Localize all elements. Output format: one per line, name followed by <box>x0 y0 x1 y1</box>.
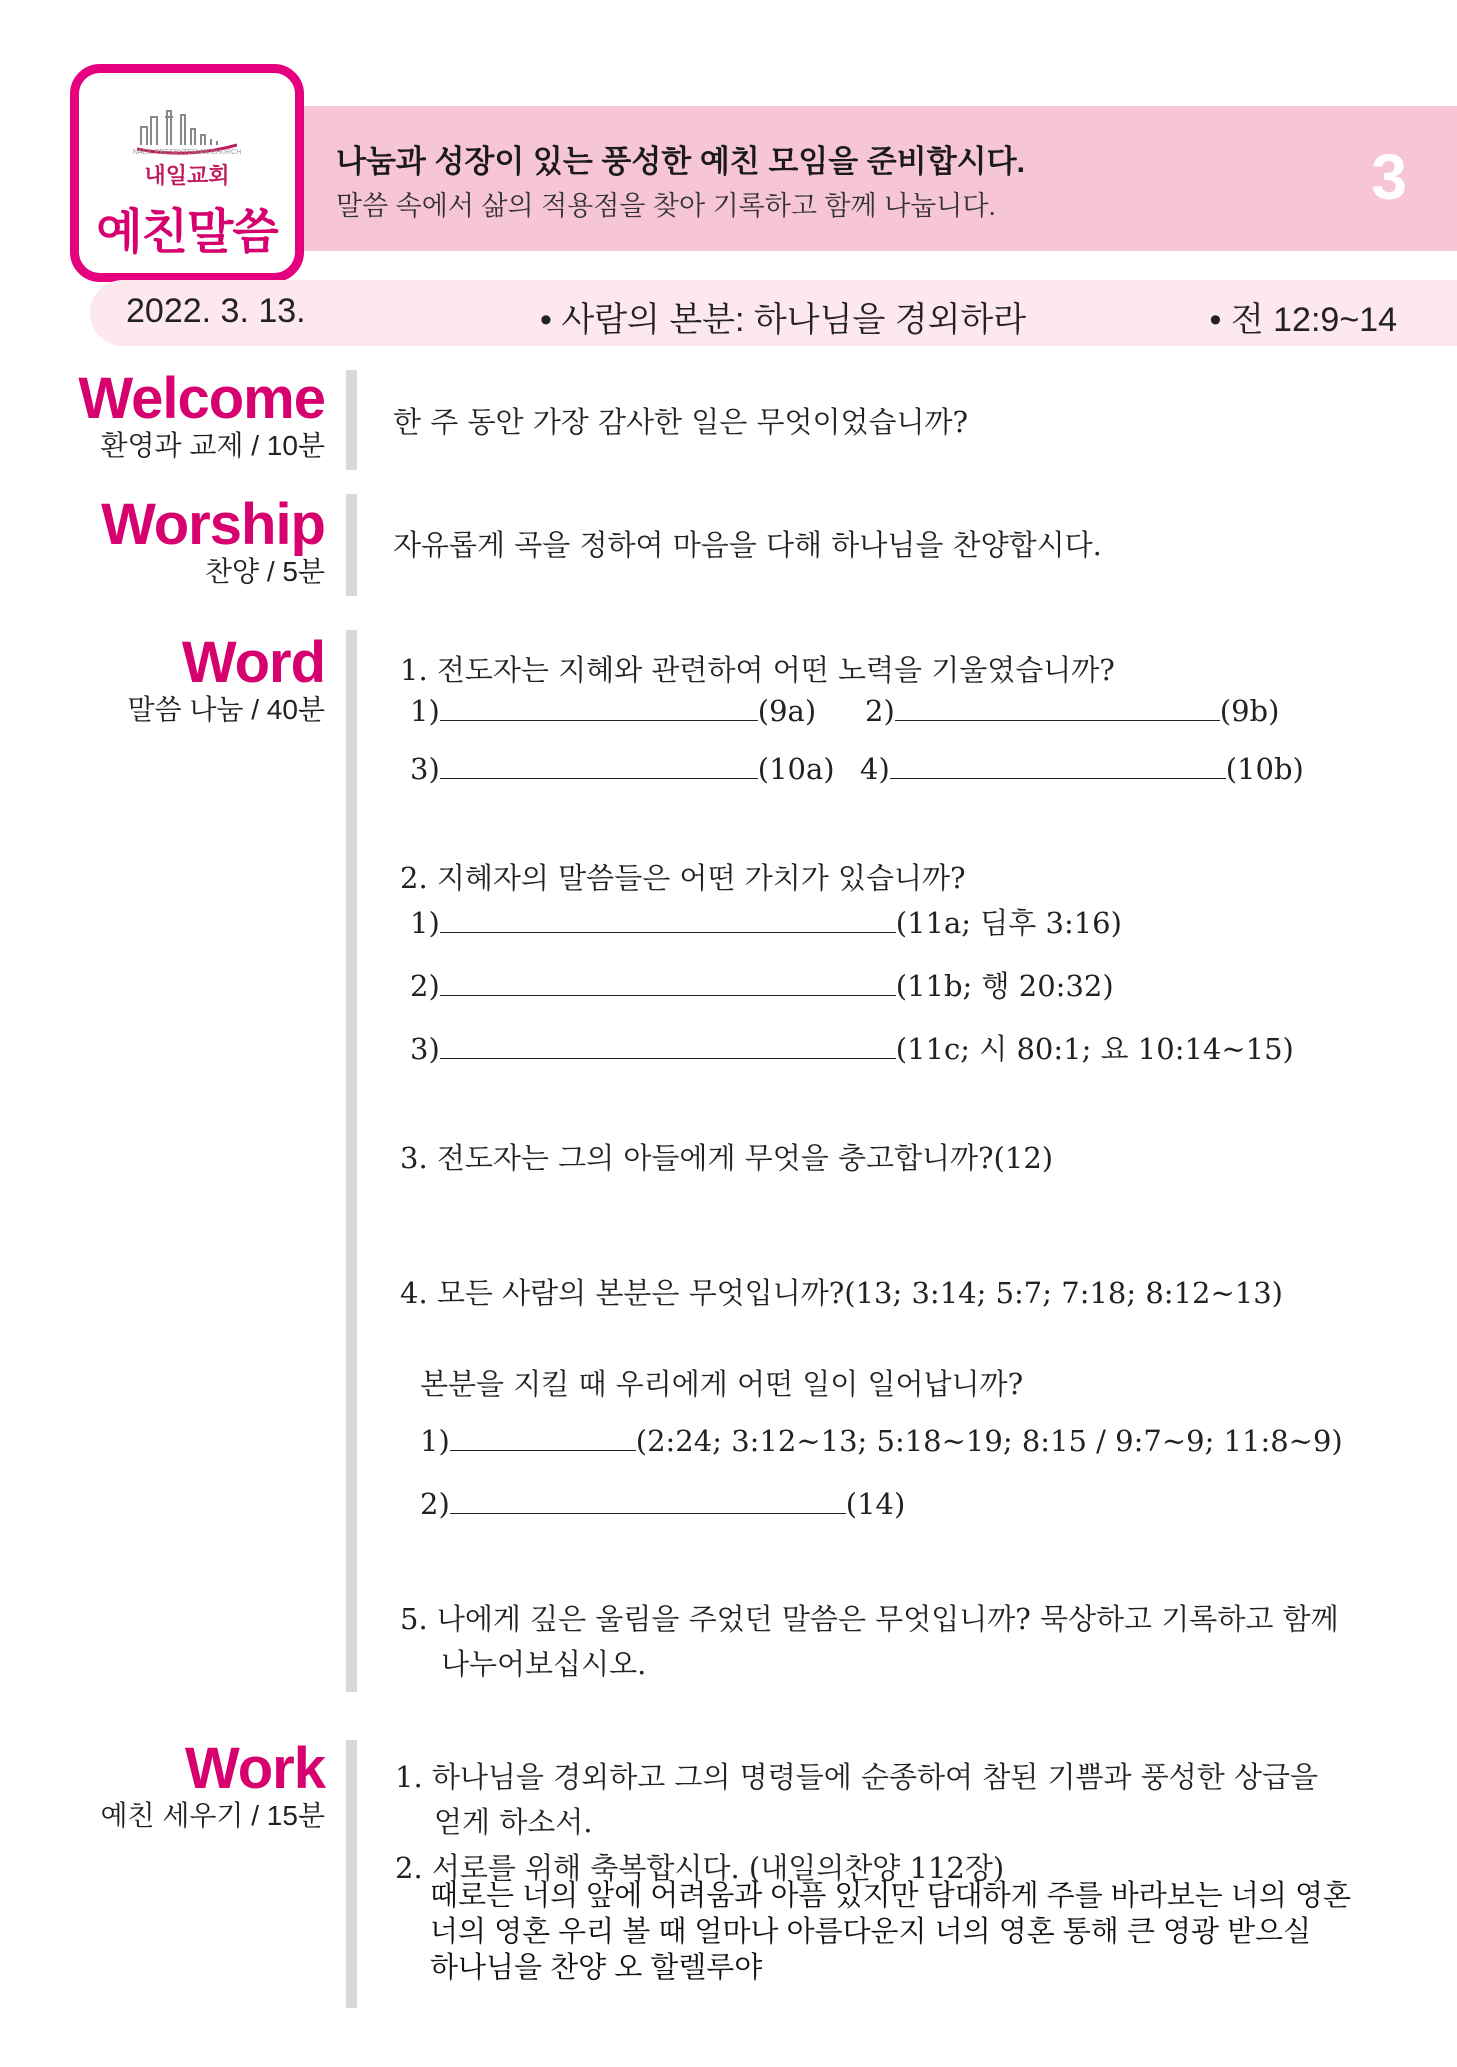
worship-subtitle: 찬양 / 5분 <box>204 556 325 587</box>
answer-blank[interactable] <box>450 1424 636 1451</box>
page-number: 3 <box>1371 141 1407 213</box>
question-3: 3. 전도자는 그의 아들에게 무엇을 충고합니까?(12) <box>400 1141 1054 1175</box>
worship-text: 자유롭게 곡을 정하여 마음을 다해 하나님을 찬양합시다. <box>393 528 1102 562</box>
answer-line: 1) (9a) <box>410 694 817 728</box>
answer-blank[interactable] <box>440 969 896 996</box>
church-skyline-icon <box>137 105 237 155</box>
welcome-title: Welcome <box>78 366 325 431</box>
question-4-sub: 본분을 지킬 때 우리에게 어떤 일이 일어납니까? <box>420 1367 1024 1401</box>
worship-heading <box>101 494 325 588</box>
answer-line: 3) (10a) <box>410 752 835 786</box>
worship-divider <box>346 494 357 596</box>
song-lyrics <box>430 1878 1351 1986</box>
question-1: 1. 전도자는 지혜와 관련하여 어떤 노력을 기울였습니까? <box>400 653 1115 687</box>
answer-line: 4) (10b) <box>860 752 1304 786</box>
logo-small-text: NAEIL PRESBYTERIAN CHURCH <box>132 149 242 156</box>
answer-blank[interactable] <box>440 694 758 721</box>
banner-title: 나눔과 성장이 있는 풍성한 예친 모임을 준비합시다. <box>336 144 1026 179</box>
answer-line: 1) (2:24; 3:12~13; 5:18~19; 8:15 / 9:7~9; 11:8~9) <box>420 1424 1343 1458</box>
answer-blank[interactable] <box>450 1487 846 1514</box>
date-bar <box>90 280 1457 346</box>
welcome-subtitle: 환영과 교제 / 10분 <box>100 430 325 461</box>
worship-title: Worship <box>101 492 325 557</box>
answer-line: 1) (11a; 딤후 3:16) <box>410 906 1122 940</box>
prayer-1-line2: 얻게 하소서. <box>434 1805 593 1839</box>
date: 2022. 3. 13. <box>126 292 306 330</box>
answer-line: 3) (11c; 시 80:1; 요 10:14~15) <box>410 1032 1294 1066</box>
welcome-divider <box>346 370 357 470</box>
answer-blank[interactable] <box>895 694 1220 721</box>
song-line: 하나님을 찬양 오 할렐루야 <box>430 1952 763 1984</box>
scripture-reference: • 전 12:9~14 <box>1209 301 1397 339</box>
welcome-text: 한 주 동안 가장 감사한 일은 무엇이었습니까? <box>393 405 969 439</box>
work-divider <box>346 1740 357 2008</box>
song-line: 때로는 너의 앞에 어려움과 아픔 있지만 담대하게 주를 바라보는 너의 영혼 <box>430 1880 1351 1912</box>
answer-line: 2) (9b) <box>865 694 1280 728</box>
answer-line: 2) (14) <box>420 1487 906 1521</box>
sermon-topic: • 사람의 본분: 하나님을 경외하라 <box>540 301 1027 339</box>
prayer-1-line1: 1. 하나님을 경외하고 그의 명령들에 순종하여 참된 기쁨과 풍성한 상급을 <box>395 1760 1319 1794</box>
work-title: Work <box>185 1736 325 1801</box>
banner-subtitle: 말씀 속에서 삶의 적용점을 찾아 기록하고 함께 나눕니다. <box>336 191 996 221</box>
word-heading <box>127 632 325 726</box>
question-4: 4. 모든 사람의 본분은 무엇입니까?(13; 3:14; 5:7; 7:18; 8:12~13) <box>400 1276 1283 1310</box>
answer-blank[interactable] <box>440 752 758 779</box>
logo-church-name: 내일교회 <box>144 163 230 188</box>
song-line: 너의 영혼 우리 볼 때 얼마나 아름다운지 너의 영혼 통해 큰 영광 받으실 <box>430 1916 1312 1948</box>
question-2: 2. 지혜자의 말씀들은 어떤 가치가 있습니까? <box>400 861 966 895</box>
question-5-line1: 5. 나에게 깊은 울림을 주었던 말씀은 무엇입니까? 묵상하고 기록하고 함께 <box>400 1602 1339 1636</box>
answer-blank[interactable] <box>440 1032 896 1059</box>
word-divider <box>346 630 357 1692</box>
answer-line: 2) (11b; 행 20:32) <box>410 969 1114 1003</box>
church-logo-box <box>70 64 304 282</box>
question-5-line2: 나누어보십시오. <box>441 1647 647 1681</box>
prayer-2: 2. 서로를 위해 축복합시다. (내일의찬양 112장) <box>395 1851 1005 1885</box>
header-banner <box>290 106 1457 251</box>
welcome-heading <box>78 368 325 462</box>
answer-blank[interactable] <box>890 752 1226 779</box>
word-title: Word <box>181 630 325 695</box>
work-heading <box>100 1738 325 1832</box>
logo-title: 예친말씀 <box>96 206 278 259</box>
work-subtitle: 예친 세우기 / 15분 <box>100 1800 325 1831</box>
answer-blank[interactable] <box>440 906 896 933</box>
word-subtitle: 말씀 나눔 / 40분 <box>127 694 325 725</box>
